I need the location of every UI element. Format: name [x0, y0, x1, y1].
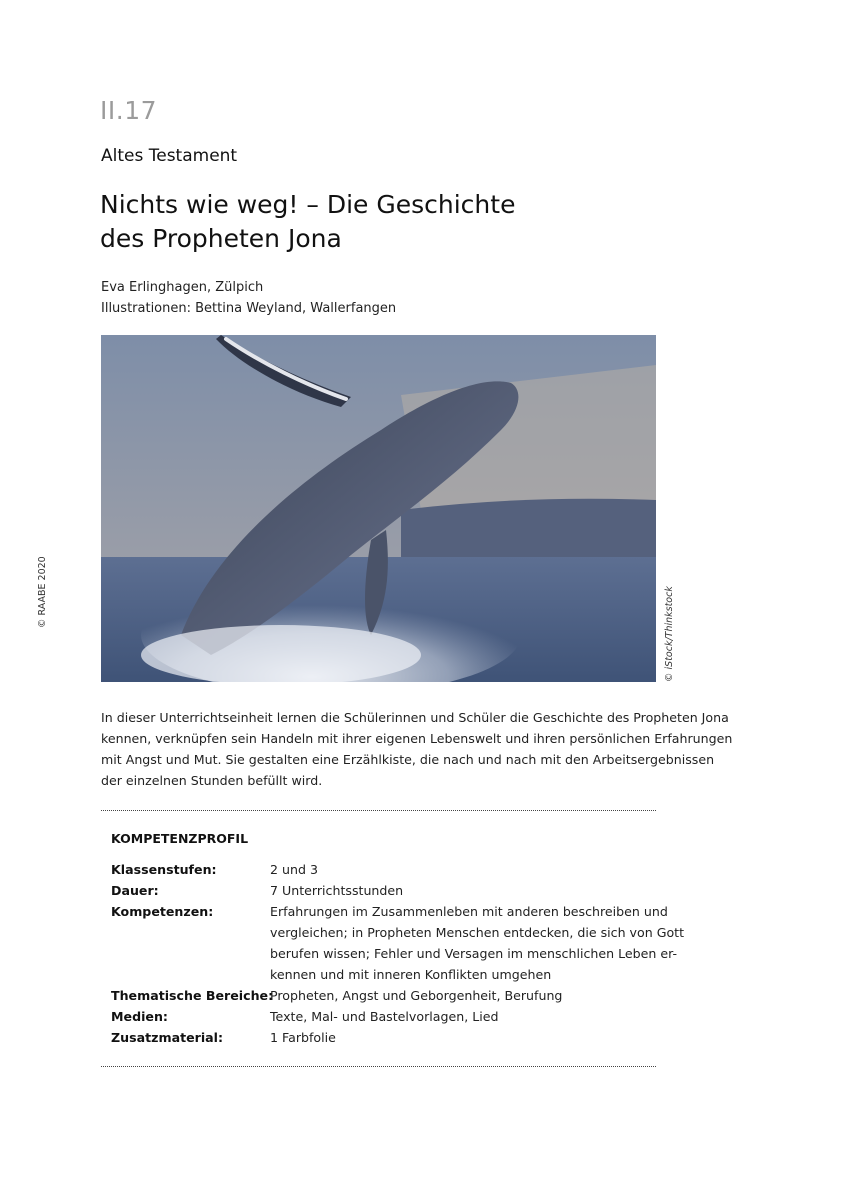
- intro-paragraph: [101, 707, 733, 791]
- intro-line: der einzelnen Stunden befüllt wird.: [101, 773, 323, 788]
- profile-value: 1 Farbfolie: [270, 1030, 336, 1045]
- page-title: [100, 188, 515, 256]
- profile-label: Kompetenzen:: [111, 904, 214, 919]
- profile-label: Zusatzmaterial:: [111, 1030, 224, 1045]
- unit-number: II.17: [100, 96, 158, 125]
- profile-value: Texte, Mal- und Bastelvorlagen, Lied: [270, 1009, 499, 1024]
- profile-label: Klassenstufen:: [111, 862, 217, 877]
- profile-row-media: [111, 1006, 651, 1027]
- profile-heading: KOMPETENZPROFIL: [111, 831, 249, 846]
- intro-line: In dieser Unterrichtseinheit lernen die Schülerinnen und Schüler die Geschichte des Propheten Jona: [101, 710, 729, 725]
- profile-row-themes: [111, 985, 651, 1006]
- illustrator-line: Illustrationen: Bettina Weyland, Wallerfangen: [101, 301, 397, 316]
- profile-label: Medien:: [111, 1009, 168, 1024]
- divider-top: [101, 810, 656, 811]
- intro-line: mit Angst und Mut. Sie gestalten eine Erzählkiste, die nach und nach mit den Arbeitsergebnissen: [101, 752, 715, 767]
- profile-row-grades: [111, 859, 651, 880]
- copyright-note: © RAABE 2020: [37, 556, 48, 628]
- profile-value: Propheten, Angst und Geborgenheit, Berufung: [270, 988, 563, 1003]
- whale-photo: [101, 335, 656, 682]
- whale-illustration: [101, 335, 656, 682]
- profile-value: Erfahrungen im Zusammenleben mit anderen beschreiben und vergleichen; in Propheten Menschen entdecken, die sich von Gott berufen wissen; Fehler und Versagen im menschlichen Leben er- kennen und mit inneren Konflikten umgehen: [270, 904, 685, 982]
- intro-line: kennen, verknüpfen sein Handeln mit ihrer eigenen Lebenswelt und ihren persönlichen Erfahrungen: [101, 731, 733, 746]
- divider-bottom: [101, 1066, 656, 1067]
- profile-row-extra-material: [111, 1027, 651, 1048]
- author-line: Eva Erlinghagen, Zülpich: [101, 280, 264, 295]
- profile-row-competencies: [111, 901, 685, 985]
- title-line-1: Nichts wie weg! – Die Geschichte: [100, 190, 516, 219]
- profile-value: 7 Unterrichtsstunden: [270, 883, 404, 898]
- profile-value: 2 und 3: [270, 862, 318, 877]
- subject-heading: Altes Testament: [101, 146, 238, 166]
- profile-label: Thematische Bereiche:: [111, 988, 274, 1003]
- profile-row-duration: [111, 880, 651, 901]
- title-line-2: des Propheten Jona: [100, 224, 342, 253]
- photo-credit: © iStock/Thinkstock: [664, 586, 675, 682]
- profile-label: Dauer:: [111, 883, 159, 898]
